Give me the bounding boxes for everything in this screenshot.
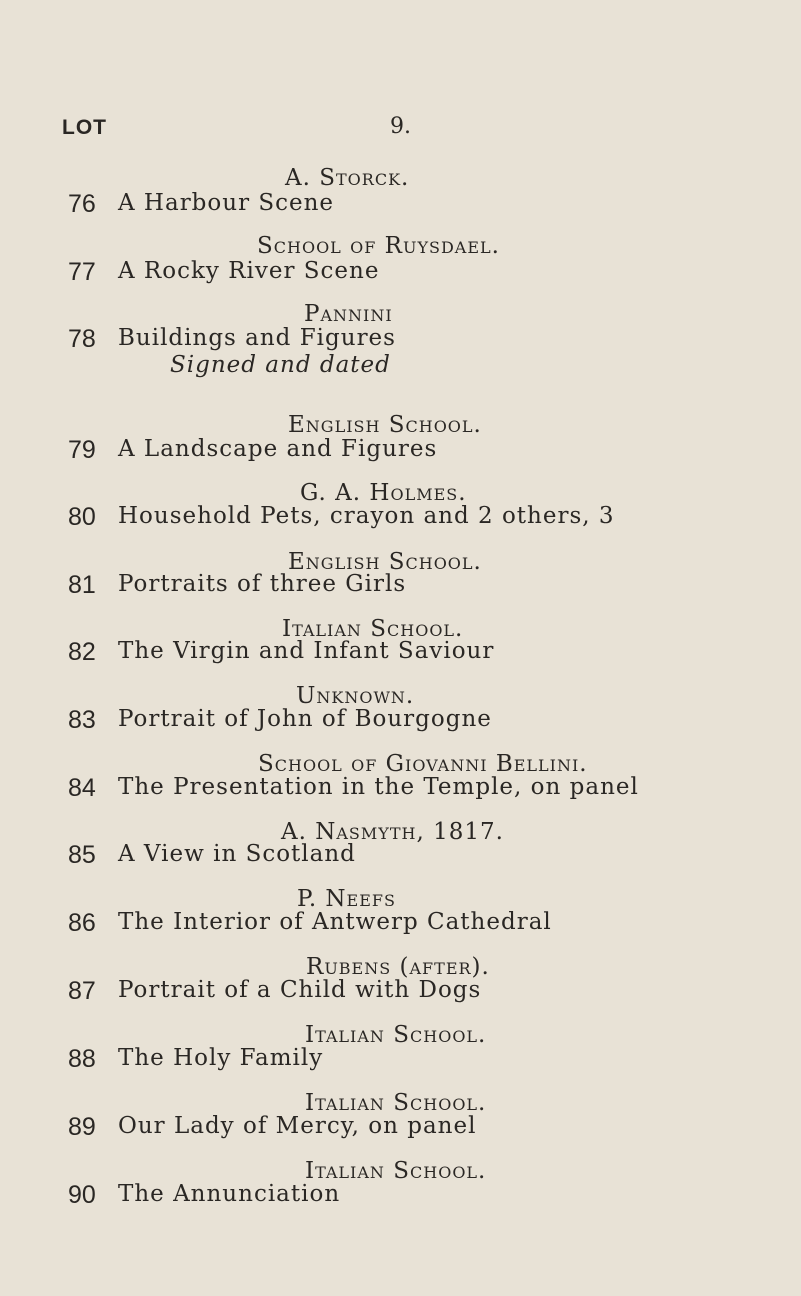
lot-89-title: Our Lady of Mercy, on panel — [118, 1113, 477, 1139]
lot-90-title: The Annunciation — [118, 1181, 341, 1207]
lot-88-number: 88 — [68, 1045, 96, 1073]
lot-87-number: 87 — [68, 977, 96, 1005]
lot-76-artist: A. Storck. — [285, 165, 410, 191]
lot-76-title: A Harbour Scene — [118, 190, 335, 216]
lot-82-number: 82 — [68, 638, 96, 666]
lot-83-artist: Unknown. — [296, 683, 415, 709]
lot-77-artist: School of Ruysdael. — [257, 233, 500, 259]
lot-89-number: 89 — [68, 1113, 96, 1141]
lot-79-number: 79 — [68, 436, 96, 464]
lot-81-number: 81 — [68, 571, 96, 599]
lot-77-title: A Rocky River Scene — [118, 258, 380, 284]
lot-78-number: 78 — [68, 325, 96, 353]
lot-column-header: LOT — [62, 116, 107, 139]
page-number: 9. — [390, 114, 411, 139]
lot-85-title: A View in Scotland — [118, 841, 356, 867]
lot-76-number: 76 — [68, 190, 96, 218]
lot-80-artist: G. A. Holmes. — [300, 480, 467, 506]
lot-87-artist: Rubens (after). — [306, 954, 490, 980]
lot-81-artist: English School. — [288, 549, 482, 575]
lot-88-title: The Holy Family — [118, 1045, 324, 1071]
lot-90-number: 90 — [68, 1181, 96, 1209]
lot-87-title: Portrait of a Child with Dogs — [118, 977, 482, 1003]
lot-83-number: 83 — [68, 706, 96, 734]
lot-80-number: 80 — [68, 503, 96, 531]
lot-82-title: The Virgin and Infant Saviour — [118, 638, 495, 664]
lot-85-artist: A. Nasmyth, 1817. — [281, 819, 504, 845]
lot-78-title: Buildings and Figures — [118, 325, 396, 351]
lot-89-artist: Italian School. — [305, 1090, 487, 1116]
lot-80-title: Household Pets, crayon and 2 others, 3 — [118, 503, 615, 529]
lot-85-number: 85 — [68, 841, 96, 869]
lot-86-artist: P. Neefs — [297, 886, 396, 912]
lot-78-artist: Pannini — [304, 301, 393, 327]
lot-83-title: Portrait of John of Bourgogne — [118, 706, 492, 732]
lot-77-number: 77 — [68, 258, 96, 286]
lot-81-title: Portraits of three Girls — [118, 571, 407, 597]
lot-86-number: 86 — [68, 909, 96, 937]
lot-82-artist: Italian School. — [282, 616, 464, 642]
lot-79-artist: English School. — [288, 412, 482, 438]
lot-86-title: The Interior of Antwerp Cathedral — [118, 909, 552, 935]
lot-78-note: Signed and dated — [170, 352, 391, 378]
lot-84-artist: School of Giovanni Bellini. — [258, 751, 588, 777]
lot-79-title: A Landscape and Figures — [118, 436, 438, 462]
lot-90-artist: Italian School. — [305, 1158, 487, 1184]
lot-84-title: The Presentation in the Temple, on panel — [118, 774, 639, 800]
lot-84-number: 84 — [68, 774, 96, 802]
lot-88-artist: Italian School. — [305, 1022, 487, 1048]
